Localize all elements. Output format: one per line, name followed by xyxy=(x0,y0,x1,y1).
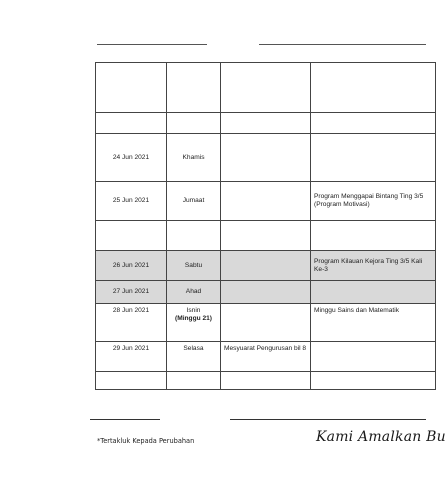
date-cell xyxy=(96,63,167,113)
table-row xyxy=(96,281,436,304)
day-label: Khamis xyxy=(182,153,205,161)
footnote: *Tertakluk Kepada Perubahan xyxy=(97,437,195,445)
program-cell xyxy=(311,113,436,134)
day-label: Isnin xyxy=(186,307,201,314)
table-row xyxy=(96,304,436,342)
day-label: Selasa xyxy=(183,345,204,352)
day-label: Jumaat xyxy=(182,197,205,204)
table-row xyxy=(96,113,436,134)
meeting-cell xyxy=(221,281,311,304)
table-row xyxy=(96,182,436,221)
date-cell xyxy=(96,113,167,134)
schedule-table xyxy=(95,62,436,390)
date-cell: 28 Jun 2021 xyxy=(96,304,167,342)
header-rule-right xyxy=(259,44,426,45)
program-cell xyxy=(311,134,436,182)
table-row xyxy=(96,221,436,251)
date-cell: 27 Jun 2021 xyxy=(96,281,167,304)
day-cell xyxy=(167,182,221,221)
day-cell xyxy=(167,113,221,134)
day-cell xyxy=(167,342,221,372)
footer-rule-left xyxy=(90,419,160,420)
table-row xyxy=(96,134,436,182)
meeting-cell xyxy=(221,304,311,342)
date-cell: 26 Jun 2021 xyxy=(96,251,167,281)
program-cell: Minggu Sains dan Matematik xyxy=(311,304,436,342)
program-cell xyxy=(311,221,436,251)
day-label: Ahad xyxy=(185,288,202,295)
day-cell xyxy=(167,134,221,182)
day-cell xyxy=(167,372,221,390)
program-cell xyxy=(311,372,436,390)
table-row xyxy=(96,251,436,281)
table-row xyxy=(96,372,436,390)
program-cell: Program Menggapai Bintang Ting 3/5 (Program Motivasi) xyxy=(311,182,436,221)
day-cell xyxy=(167,251,221,281)
table-row xyxy=(96,342,436,372)
date-cell: 24 Jun 2021 xyxy=(96,134,167,182)
day-cell xyxy=(167,221,221,251)
meeting-cell xyxy=(221,63,311,113)
meeting-cell xyxy=(221,182,311,221)
day-label: Sabtu xyxy=(184,261,203,269)
meeting-cell xyxy=(221,221,311,251)
date-cell xyxy=(96,221,167,251)
table-row xyxy=(96,63,436,113)
date-cell xyxy=(96,372,167,390)
day-cell xyxy=(167,63,221,113)
meeting-cell xyxy=(221,113,311,134)
program-cell xyxy=(311,281,436,304)
header-rule-left xyxy=(97,44,207,45)
date-cell: 29 Jun 2021 xyxy=(96,342,167,372)
program-cell xyxy=(311,342,436,372)
day-cell xyxy=(167,304,221,342)
program-cell: Program Kilauan Kejora Ting 3/5 Kali Ke-3 xyxy=(311,251,436,281)
week-label: (Minggu 21) xyxy=(175,315,212,322)
meeting-cell: Mesyuarat Pengurusan bil 8 xyxy=(221,342,311,372)
program-cell xyxy=(311,63,436,113)
meeting-cell xyxy=(221,372,311,390)
date-cell: 25 Jun 2021 xyxy=(96,182,167,221)
day-cell xyxy=(167,281,221,304)
meeting-cell xyxy=(221,134,311,182)
school-motto: Kami Amalkan Bu xyxy=(316,429,446,445)
meeting-cell xyxy=(221,251,311,281)
footer-rule-right xyxy=(230,419,426,420)
